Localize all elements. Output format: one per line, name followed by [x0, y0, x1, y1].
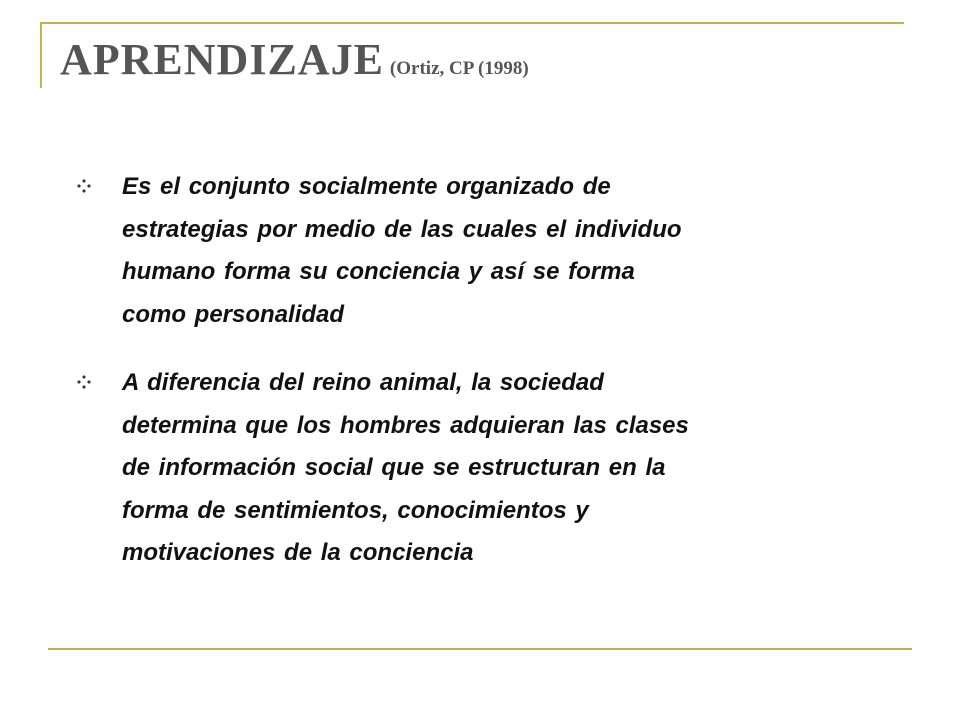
slide-title — [60, 35, 529, 84]
bullet-line: motivaciones de la conciencia — [122, 539, 474, 566]
bullet-list — [76, 166, 916, 601]
bullet-item-1 — [76, 166, 916, 336]
bullet-line: de información social que se estructuran en la — [122, 454, 666, 481]
bullet-item-2 — [76, 362, 916, 575]
title-main-text: APRENDIZAJE — [60, 35, 384, 84]
bullet-line: A diferencia del reino animal, la sociedad — [122, 369, 604, 396]
bullet-line: estrategias por medio de las cuales el individuo — [122, 215, 682, 243]
title-citation: (Ortiz, CP (1998) — [389, 58, 529, 79]
bullet-line: determina que los hombres adquieran las clases — [122, 411, 689, 439]
bullet-line: Es el conjunto socialmente organizado de — [122, 173, 611, 200]
bullet-line: humano forma su conciencia y así se forma — [122, 258, 635, 285]
four-diamond-bullet-icon — [76, 374, 92, 390]
bottom-accent-line — [48, 648, 912, 650]
left-accent-line — [40, 22, 42, 88]
bullet-line: como personalidad — [122, 300, 345, 328]
top-accent-line — [40, 22, 904, 24]
four-diamond-bullet-icon — [76, 178, 92, 194]
bullet-line: forma de sentimientos, conocimientos y — [122, 496, 589, 524]
